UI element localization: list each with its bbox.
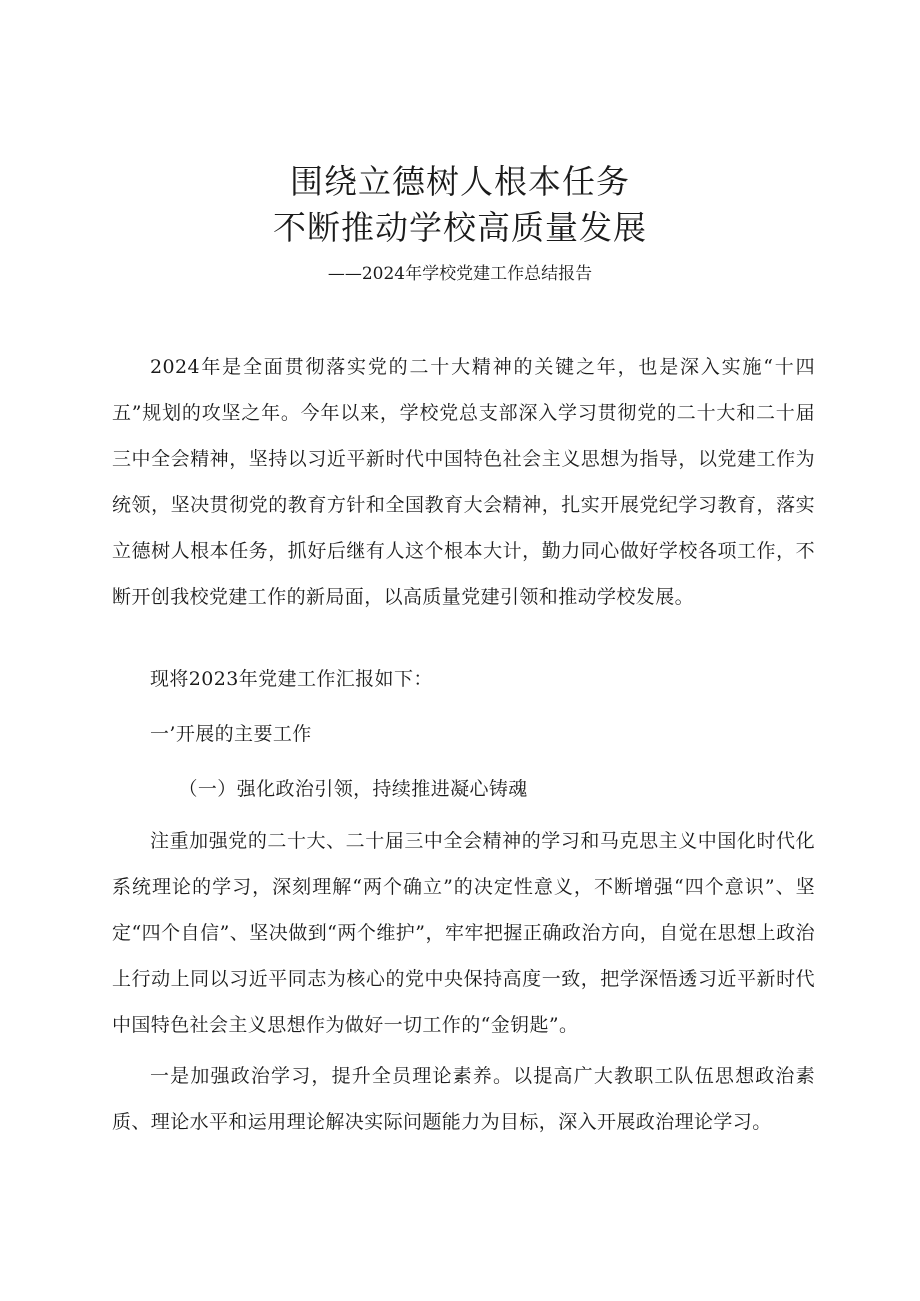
paragraph-intro: 2024年是全面贯彻落实党的二十大精神的关键之年，也是深入实施“十四五”规划的攻坚之年。今年以来，学校党总支部深入学习贯彻党的二十大和二十届三中全会精神，坚持以习近平新时代中国特色社会主义思想为指导，以党建工作为统领，坚决贯彻党的教育方针和全国教育大会精神，扎实开展党纪学习教育，落实立德树人根本任务，抓好后继有人这个根本大计，勤力同心做好学校各项工作，不断开创我校党建工作的新局面，以高质量党建引领和推动学校发展。	[112, 356, 815, 608]
section-heading-main-work: 一’开展的主要工作	[150, 723, 312, 745]
paragraph-report-lead: 现将2023年党建工作汇报如下：	[150, 668, 433, 690]
subtitle: ——2024年学校党建工作总结报告	[327, 264, 593, 284]
title-line-2: 不断推动学校高质量发展	[273, 208, 647, 247]
paragraph-theory-learning: 一是加强政治学习，提升全员理论素养。以提高广大教职工队伍思想政治素质、理论水平和运用理论解决实际问题能力为目标，深入开展政治理论学习。	[112, 1065, 815, 1133]
title-line-1: 围绕立德树人根本任务	[290, 162, 630, 201]
subsection-heading-political-guidance: （一）强化政治引领，持续推进凝心铸魂	[178, 778, 528, 800]
paragraph-political-study: 注重加强党的二十大、二十届三中全会精神的学习和马克思主义中国化时代化系统理论的学习，深刻理解“两个确立”的决定性意义，不断增强“四个意识”、坚定“四个自信”、坚决做到“两个维护”，牢牢把握正确政治方向，自觉在思想上政治上行动上同以习近平同志为核心的党中央保持高度一致，把学深悟透习近平新时代中国特色社会主义思想作为做好一切工作的“金钥匙”。	[112, 830, 815, 1036]
